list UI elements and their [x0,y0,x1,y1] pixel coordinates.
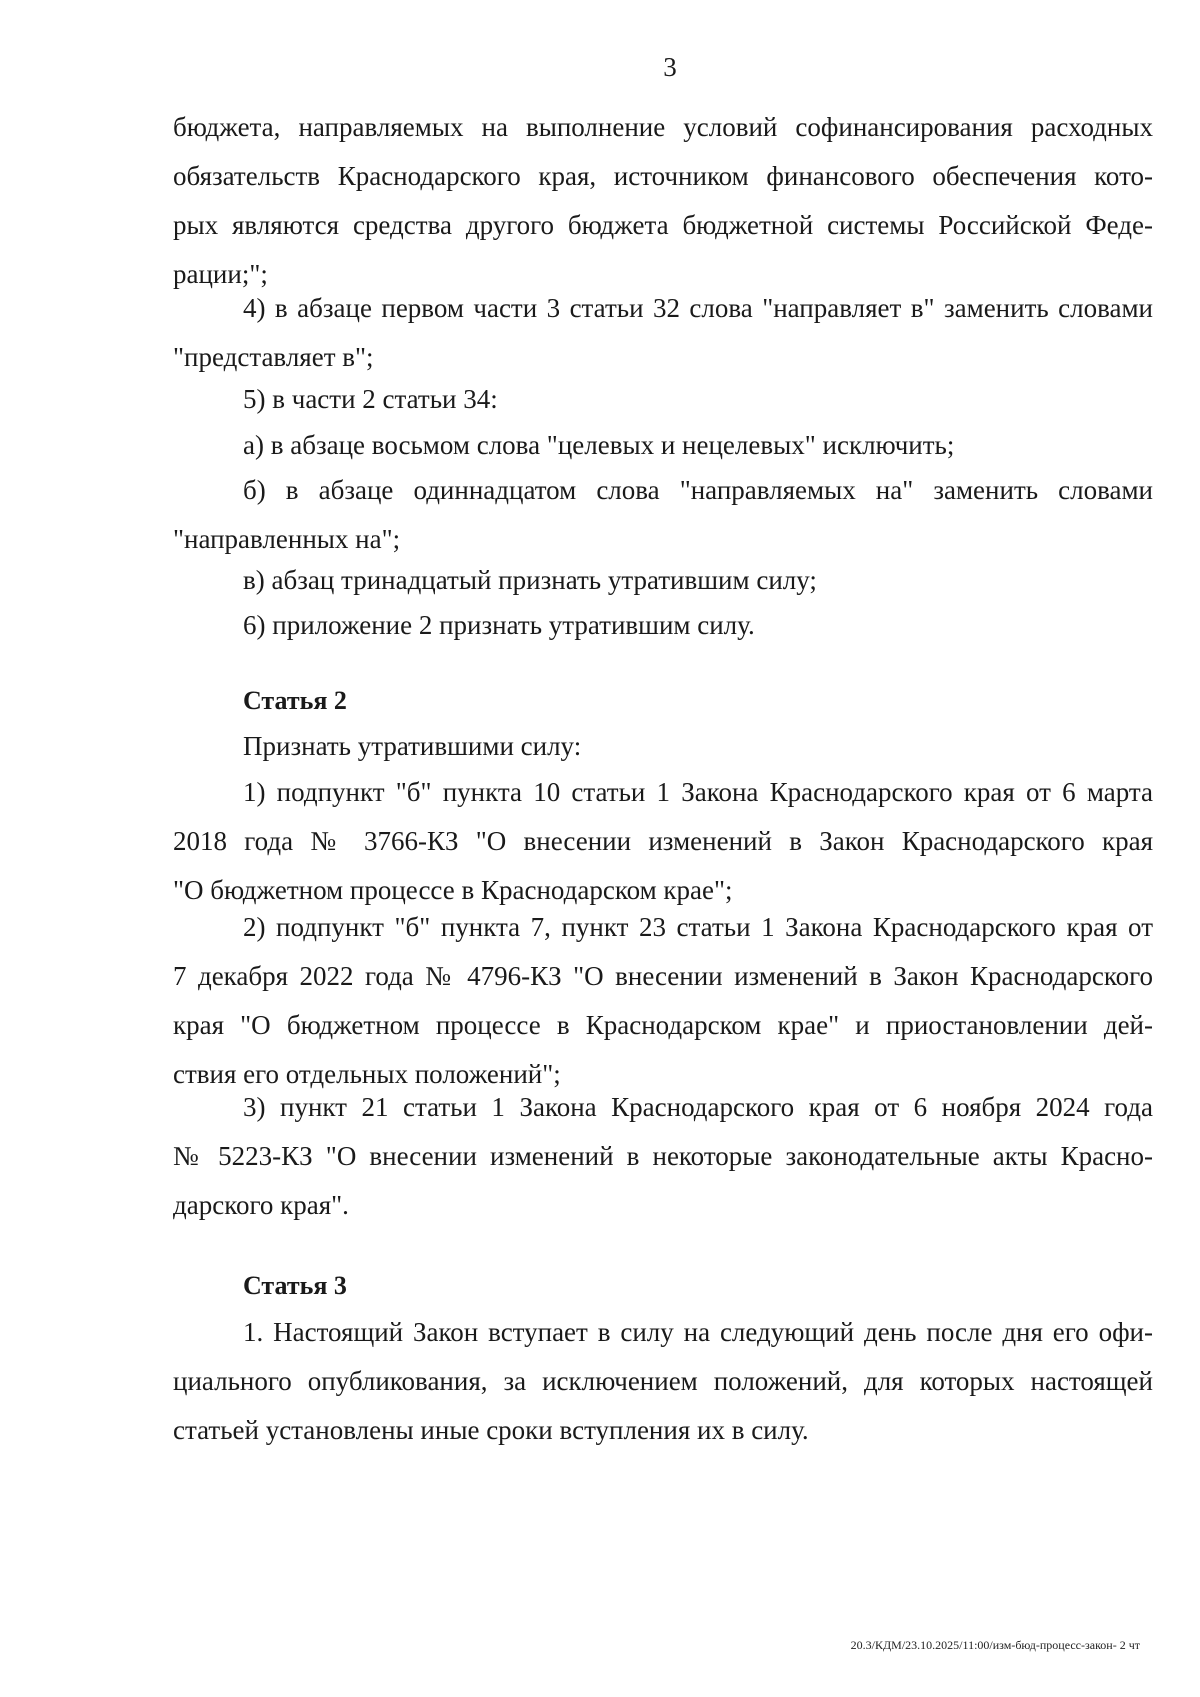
article-2-heading-block [173,676,1153,725]
text-line: рации;"; [173,259,268,289]
text-line: 1. Настоящий Закон вступает в силу на следующий день после дня его офи- [243,1317,1153,1347]
article-2-intro-block [173,722,1153,771]
article-3-heading-block [173,1261,1153,1310]
article-2-item-2 [173,903,1153,1099]
text-line: Признать утратившими силу: [243,731,582,761]
document-footer-code: 20.3/КДМ/23.10.2025/11:00/изм-бюд-процесс-закон- 2 чт [850,1638,1140,1652]
article-3-item-1 [173,1308,1153,1455]
text-line: обязательств Краснодарского края, источником финансового обеспечения кото- [173,161,1153,191]
text-line: статьей установлены иные сроки вступления их в силу. [173,1415,809,1445]
text-line: ствия его отдельных положений"; [173,1059,561,1089]
text-line: 2018 года № 3766-КЗ "О внесении изменений в Закон Краснодарского края [173,826,1153,856]
text-line: 4) в абзаце первом части 3 статьи 32 слова "направляет в" заменить словами [243,293,1153,323]
text-line: в) абзац тринадцатый признать утратившим силу; [243,565,817,595]
paragraph-item-4 [173,284,1153,382]
text-line: № 5223-КЗ "О внесении изменений в некоторые законодательные акты Красно- [173,1141,1153,1171]
article-3-heading: Статья 3 [243,1271,347,1300]
paragraph-continuation [173,103,1153,299]
text-line: б) в абзаце одиннадцатом слова "направляемых на" заменить словами [243,475,1153,505]
paragraph-item-6 [173,601,1153,650]
text-line: 3) пункт 21 статьи 1 Закона Краснодарского края от 6 ноября 2024 года [243,1092,1153,1122]
text-line: 1) подпункт "б" пункта 10 статьи 1 Закона Краснодарского края от 6 марта [243,777,1153,807]
text-line: 6) приложение 2 признать утратившим силу. [243,610,755,640]
text-line: "направленных на"; [173,524,401,554]
paragraph-item-5v [173,556,1153,605]
text-line: бюджета, направляемых на выполнение условий софинансирования расходных [173,112,1153,142]
paragraph-item-5b [173,466,1153,564]
article-2-item-1 [173,768,1153,915]
article-2-item-3 [173,1083,1153,1230]
text-line: края "О бюджетном процессе в Краснодарском крае" и приостановлении дей- [173,1010,1153,1040]
paragraph-item-5 [173,375,1153,424]
text-line: рых являются средства другого бюджета бюджетной системы Российской Феде- [173,210,1153,240]
text-line: "О бюджетном процессе в Краснодарском крае"; [173,875,733,905]
text-line: циального опубликования, за исключением положений, для которых настоящей [173,1366,1153,1396]
text-line: а) в абзаце восьмом слова "целевых и нецелевых" исключить; [243,430,955,460]
text-line: 7 декабря 2022 года № 4796-КЗ "О внесении изменений в Закон Краснодарского [173,961,1153,991]
text-line: 2) подпункт "б" пункта 7, пункт 23 статьи 1 Закона Краснодарского края от [243,912,1153,942]
paragraph-item-5a [173,421,1153,470]
page-number: 3 [663,52,677,82]
text-line: "представляет в"; [173,342,374,372]
text-line: дарского края". [173,1190,349,1220]
article-2-heading: Статья 2 [243,686,347,715]
text-line: 5) в части 2 статьи 34: [243,384,498,414]
